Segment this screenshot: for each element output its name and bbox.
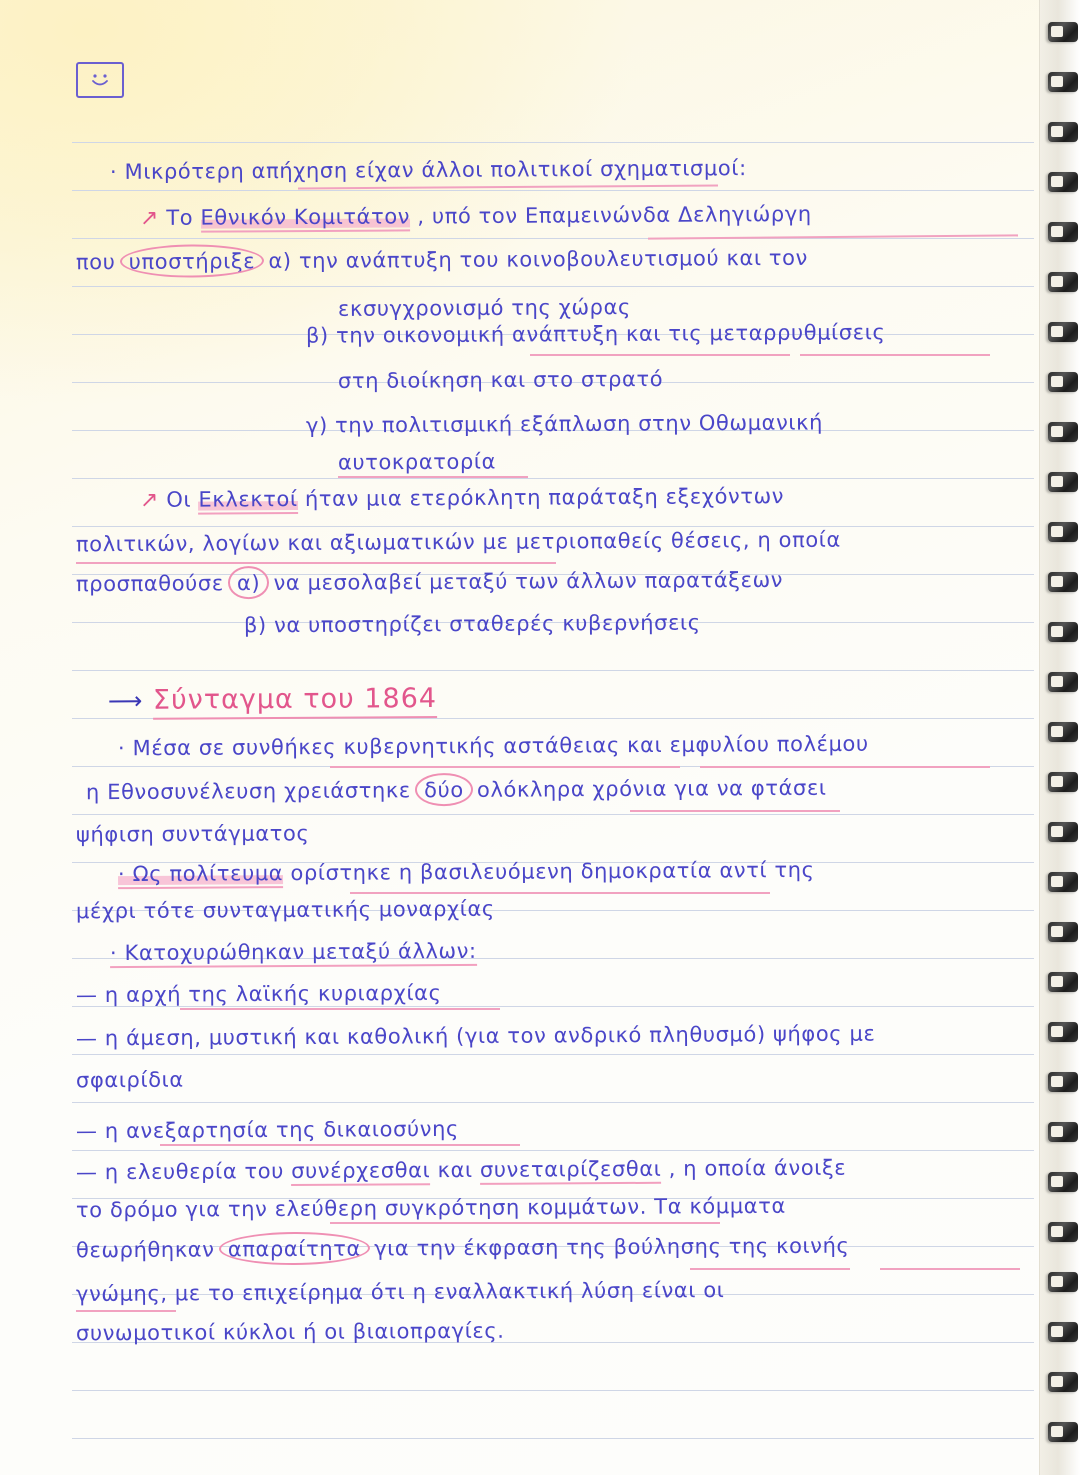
- note-line: β) την οικονομική ανάπτυξη και τις μεταρρυθμίσεις: [305, 320, 886, 348]
- underline: [76, 1310, 176, 1312]
- underline: [648, 234, 1018, 239]
- note-line: γνώμης, με το επιχείρημα ότι η εναλλακτική λύση είναι οι: [75, 1278, 725, 1306]
- note-line: · Μικρότερη απήχηση είχαν άλλοι πολιτικοί σχηματισμοί:: [109, 156, 747, 184]
- note-line: — η άμεση, μυστική και καθολική (για τον ανδρικό πληθυσμό) ψήφος με: [75, 1021, 876, 1051]
- underline: [76, 562, 556, 564]
- note-line: η Εθνοσυνέλευση χρειάστηκε δύο ολόκληρα χρόνια για να φτάσει: [85, 775, 827, 805]
- section-heading: ⟶ Σύνταγμα του 1864: [108, 683, 437, 716]
- spiral-binding: [1039, 0, 1080, 1475]
- underline: [700, 766, 990, 768]
- note-line: — η ελευθερία του συνέρχεσθαι και συνεταιρίζεσθαι , η οποία άνοιξε: [75, 1155, 847, 1185]
- note-line: · Ως πολίτευμα ορίστηκε η βασιλευόμενη δημοκρατία αντί της: [118, 858, 815, 886]
- underline: [630, 810, 840, 812]
- note-line: ψήφιση συντάγματος: [75, 821, 310, 847]
- underline: [800, 354, 990, 356]
- note-line: θεωρήθηκαν απαραίτητα για την έκφραση της βούλησης της κοινής: [75, 1233, 850, 1263]
- underline: [350, 892, 770, 894]
- note-line: γ) την πολιτισμική εξάπλωση στην Οθωμανική: [305, 410, 824, 438]
- note-line: εκσυγχρονισμό της χώρας: [337, 295, 631, 321]
- note-line: · Μέσα σε συνθήκες κυβερνητικής αστάθειας και εμφυλίου πολέμου: [117, 731, 869, 761]
- underline: [180, 1008, 500, 1010]
- note-line: — η αρχή της λαϊκής κυριαρχίας: [75, 980, 442, 1008]
- underline: [690, 1268, 850, 1270]
- note-line: συνωμοτικοί κύκλοι ή οι βιαιοπραγίες.: [75, 1318, 505, 1346]
- arrow-icon: ↗: [139, 487, 160, 513]
- note-line: μέχρι τότε συνταγματικής μοναρχίας: [75, 896, 495, 924]
- underline: [530, 354, 790, 356]
- note-line: που υποστήριξε α) την ανάπτυξη του κοινοβουλευτισμού και τον: [75, 245, 808, 275]
- underline: [330, 1222, 720, 1224]
- note-line: ↗ Οι Εκλεκτοί ήταν μια ετερόκλητη παράταξη εξεχόντων: [139, 484, 785, 513]
- note-line: το δρόμο για την ελεύθερη συγκρότηση κομμάτων. Τα κόμματα: [75, 1193, 786, 1223]
- circled-word: δύο: [418, 778, 470, 802]
- circled-word: α): [231, 571, 266, 595]
- note-line: β) να υποστηρίζει σταθερές κυβερνήσεις: [243, 610, 701, 638]
- note-line: στη διοίκηση και στο στρατό: [337, 367, 664, 393]
- note-line: προσπαθούσε α) να μεσολαβεί μεταξύ των άλλων παρατάξεων: [75, 567, 784, 597]
- arrow-icon: ⟶: [107, 686, 144, 716]
- note-line: αυτοκρατορία: [337, 449, 497, 475]
- underline: [338, 476, 528, 478]
- note-line: σφαιρίδια: [75, 1067, 184, 1093]
- underline: [330, 766, 680, 768]
- circled-word: υποστήριξε: [123, 249, 262, 274]
- underline: [160, 1144, 520, 1146]
- note-line: πολιτικών, λογίων και αξιωματικών με μετριοπαθείς θέσεις, η οποία: [75, 527, 841, 557]
- note-line: · Κατοχυρώθηκαν μεταξύ άλλων:: [110, 939, 477, 965]
- underline: [298, 185, 718, 190]
- arrow-icon: ↗: [139, 205, 160, 232]
- note-line: — η ανεξαρτησία της δικαιοσύνης: [75, 1116, 459, 1144]
- underline: [880, 1268, 1020, 1270]
- note-line: ↗ Το Εθνικόν Κομιτάτον , υπό τον Επαμεινώνδα Δεληγιώργη: [139, 201, 812, 232]
- circled-word: απαραίτητα: [222, 1237, 367, 1262]
